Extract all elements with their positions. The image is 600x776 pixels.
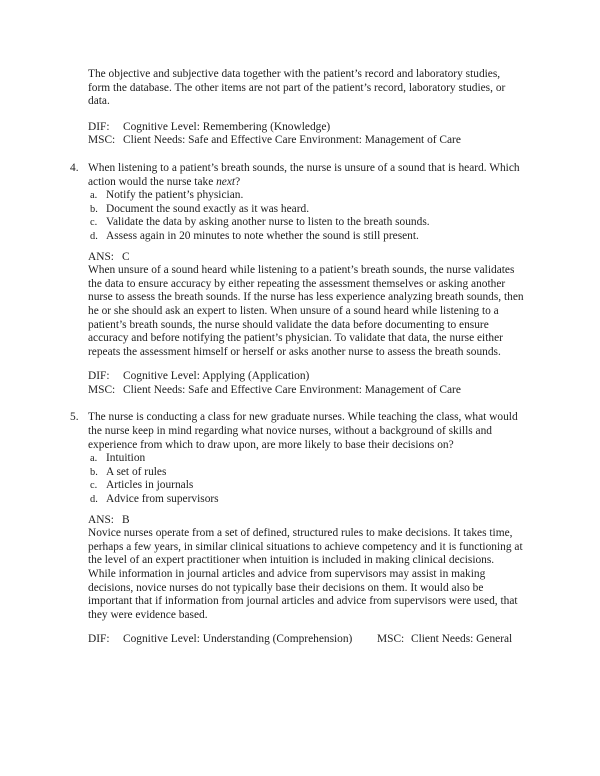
rationale-text: Novice nurses operate from a set of defined, structured rules to make decisions. It takes time, perhaps a few years, in similar clinical situations to achieve competency and it is functioning at the level of an expert practitioner when intuition is included in making clinical decisions. While information in journal articles and advice from supervisors may assist in making decisions, novice nurses do not typically base their decisions on them. It would also be important that if information from journal articles and advice from supervisors were used, that they were evidence based.: [88, 527, 523, 621]
stem-text: The nurse is conducting a class for new graduate nurses. While teaching the class, what would the nurse keep in mind regarding what novice nurses, without a background of skills and experience from which to draw upon, are more likely to base their decisions on?: [88, 411, 518, 451]
question-stem: [88, 162, 524, 189]
options-list: [88, 189, 524, 243]
msc-row: [88, 384, 524, 398]
question-stem: [88, 411, 524, 452]
question-block: [70, 162, 524, 244]
msc-value: Client Needs: Safe and Effective Care Environment: Management of Care: [123, 134, 461, 147]
option-row: [88, 452, 524, 466]
dif-value: Cognitive Level: Applying (Application): [123, 370, 310, 383]
option-letter: b.: [90, 466, 98, 478]
answer-line: [88, 251, 524, 265]
question-stem-row: [70, 162, 524, 244]
option-row: [88, 230, 524, 244]
msc-label: MSC:: [88, 134, 116, 147]
question-number: 5.: [70, 411, 79, 424]
option-letter: b.: [90, 203, 98, 215]
rationale-text: When unsure of a sound heard while listening to a patient’s breath sounds, the nurse validates the data to ensure accuracy by either repeating the assessment themselves or asking another nurse to assess the breath sounds. If the nurse has less experience analyzing breath sounds, then he or she should ask an expert to listen. When unsure of a sound heard while listening to a patient’s breath sounds, the nurse should validate the data before documenting to ensure accuracy and before notifying the patient’s physician. To validate that data, the nurse either repeats the assessment himself or herself or asks another nurse to assess the breath sounds.: [88, 264, 524, 358]
question-block: [70, 411, 524, 506]
option-letter: a.: [90, 190, 98, 202]
option-row: [88, 493, 524, 507]
dif-msc-inline-row: [88, 633, 524, 647]
dif-value: Cognitive Level: Remembering (Knowledge): [123, 120, 331, 133]
option-letter: d.: [90, 494, 98, 506]
option-text: Assess again in 20 minutes to note whether the sound is still present.: [106, 229, 419, 242]
option-letter: c.: [90, 217, 98, 229]
option-row: [88, 216, 524, 230]
option-text: Document the sound exactly as it was heard.: [106, 202, 310, 215]
option-row: [88, 203, 524, 217]
question-body: [88, 162, 524, 244]
dif-label: DIF:: [88, 120, 110, 133]
option-text: Validate the data by asking another nurse to listen to the breath sounds.: [106, 216, 430, 229]
answer-value: C: [122, 250, 130, 263]
question-number: 4.: [70, 161, 79, 174]
option-letter: a.: [90, 453, 98, 465]
answer-value: B: [122, 513, 130, 526]
stem-text: ?: [235, 175, 241, 188]
option-text: Advice from supervisors: [106, 493, 219, 506]
msc-value: Client Needs: Safe and Effective Care Environment: Management of Care: [123, 383, 461, 396]
answer-label: ANS:: [88, 250, 114, 263]
options-list: [88, 452, 524, 506]
option-row: [88, 479, 524, 493]
dif-label: DIF:: [88, 370, 110, 383]
option-letter: d.: [90, 230, 98, 242]
answer-block: [88, 251, 524, 360]
msc-label: MSC:: [377, 633, 405, 646]
option-text: A set of rules: [106, 465, 167, 478]
dif-row: [88, 121, 524, 135]
option-text: Notify the patient’s physician.: [106, 189, 244, 202]
dif-row: [88, 370, 524, 384]
dif-msc-block: [88, 121, 524, 148]
msc-label: MSC:: [88, 383, 116, 396]
question-body: [88, 411, 524, 506]
question-stem-row: [70, 411, 524, 506]
msc-group: [377, 633, 512, 647]
option-letter: c.: [90, 480, 98, 492]
stem-italic-text: next: [216, 175, 236, 188]
dif-value: Cognitive Level: Understanding (Comprehension): [123, 633, 353, 646]
answer-label: ANS:: [88, 513, 114, 526]
stem-text: When listening to a patient’s breath sounds, the nurse is unsure of a sound that is heard. Which action would the nurse take: [88, 161, 520, 188]
dif-msc-block: [88, 370, 524, 397]
answer-block: [88, 514, 524, 623]
answer-line: [88, 514, 524, 528]
msc-row: [88, 134, 524, 148]
option-text: Articles in journals: [106, 479, 194, 492]
rationale-continuation-paragraph: The objective and subjective data together with the patient’s record and laboratory studies, form the database. The other items are not part of the patient’s record, laboratory studies, or data.: [88, 68, 506, 108]
option-row: [88, 189, 524, 203]
option-text: Intuition: [106, 452, 146, 465]
dif-label: DIF:: [88, 633, 110, 646]
msc-value: Client Needs: General: [411, 633, 513, 646]
option-row: [88, 466, 524, 480]
